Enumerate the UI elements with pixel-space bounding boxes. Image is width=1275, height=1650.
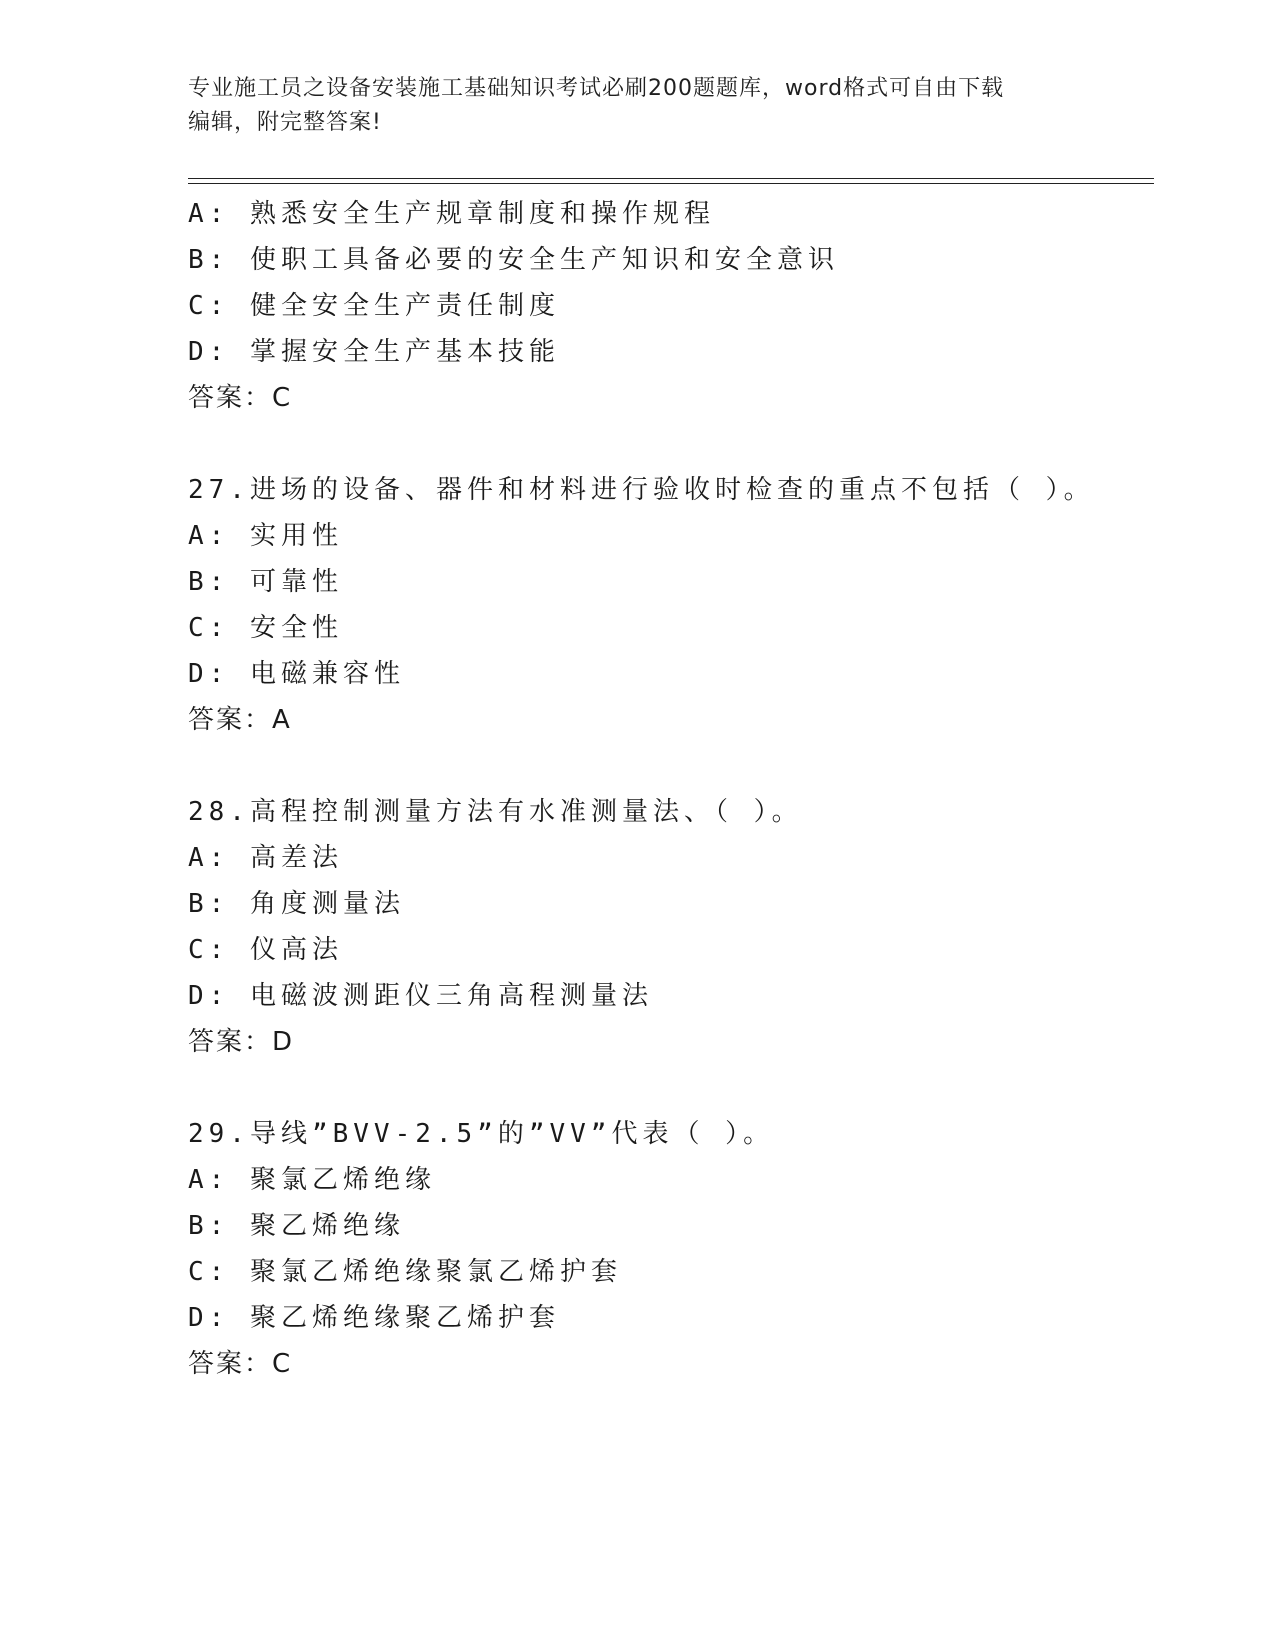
header-divider-top (188, 178, 1154, 179)
answer-line: 答案：C (188, 383, 293, 413)
header-title-line-2: 编辑，附完整答案! (188, 110, 382, 135)
question-block-28 (188, 789, 1154, 1065)
option-c: C: 仪高法 (188, 935, 343, 965)
question-stem: 28.高程控制测量方法有水准测量法、（ ）。 (188, 797, 803, 827)
question-list (188, 191, 1154, 1387)
option-d: D: 电磁波测距仪三角高程测量法 (188, 981, 653, 1011)
answer-line: 答案：D (188, 1027, 295, 1057)
option-b: B: 使职工具备必要的安全生产知识和安全意识 (188, 245, 839, 275)
option-c: C: 聚氯乙烯绝缘聚氯乙烯护套 (188, 1257, 622, 1287)
option-d: D: 聚乙烯绝缘聚乙烯护套 (188, 1303, 560, 1333)
option-a: A: 实用性 (188, 521, 343, 551)
option-d: D: 掌握安全生产基本技能 (188, 337, 560, 367)
question-spacer (188, 743, 1154, 789)
document-header (188, 72, 1088, 140)
option-b: B: 角度测量法 (188, 889, 405, 919)
answer-line: 答案：C (188, 1349, 293, 1379)
question-block-26 (188, 191, 1154, 421)
answer-line: 答案：A (188, 705, 292, 735)
question-stem: 29.导线”BVV-2.5”的”VV”代表（ ）。 (188, 1119, 775, 1149)
header-title-line-1: 专业施工员之设备安装施工基础知识考试必刷200题题库，word格式可自由下载 (188, 76, 1005, 101)
question-spacer (188, 421, 1154, 467)
option-a: A: 聚氯乙烯绝缘 (188, 1165, 436, 1195)
option-d: D: 电磁兼容性 (188, 659, 405, 689)
question-block-27 (188, 467, 1154, 743)
option-a: A: 高差法 (188, 843, 343, 873)
question-spacer (188, 1065, 1154, 1111)
header-divider-bottom (188, 183, 1154, 184)
question-block-29 (188, 1111, 1154, 1387)
option-a: A: 熟悉安全生产规章制度和操作规程 (188, 199, 715, 229)
option-b: B: 聚乙烯绝缘 (188, 1211, 405, 1241)
question-stem: 27.进场的设备、器件和材料进行验收时检查的重点不包括（ ）。 (188, 475, 1095, 505)
option-b: B: 可靠性 (188, 567, 343, 597)
option-c: C: 健全安全生产责任制度 (188, 291, 560, 321)
option-c: C: 安全性 (188, 613, 343, 643)
